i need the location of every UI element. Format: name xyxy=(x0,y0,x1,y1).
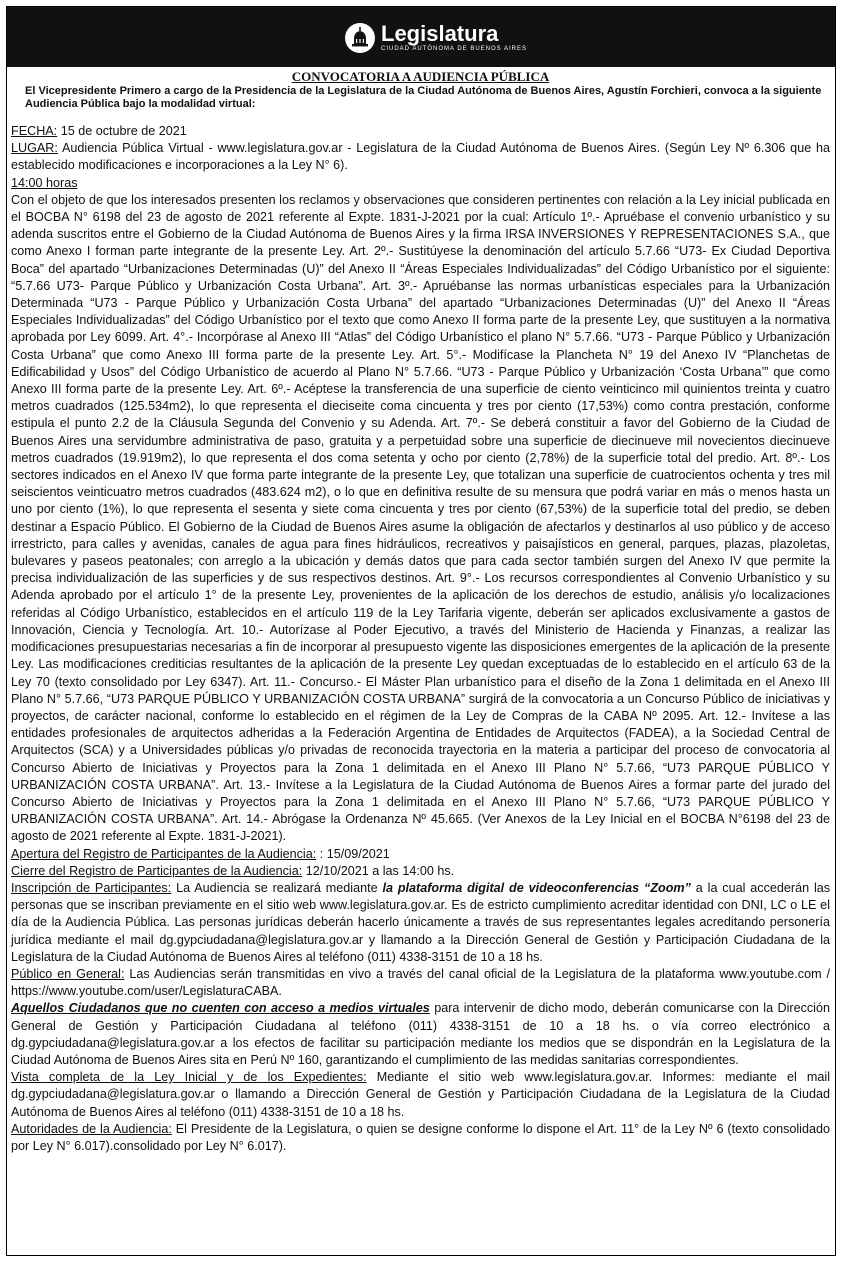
inscripcion-post: a la cual accederán las personas que se inscriban previamente en el sitio web www.legislatura.gov.ar. Es de estricto cumplimiento acreditar identidad con DNI, LC o LE el día de la Audiencia Pública. Las personas jurídicas deberán hacerlo únicamente a través de sus representantes legales acreditando personería jurídica mediante el mail dg.gypciudadana@legislatura.gov.ar y llamando a la Dirección General de Gestión y Participación Ciudadana de la Legislatura de la Ciudad Autónoma de Buenos Aires al teléfono (011) 4338-3151 de 10 a 18 hs. xyxy=(11,880,831,964)
fecha-value: 15 de octubre de 2021 xyxy=(60,124,187,138)
hora-value: 14:00 horas xyxy=(11,175,78,190)
publico-paragraph xyxy=(11,966,830,1000)
apertura-line xyxy=(11,846,830,863)
intro-text: El Vicepresidente Primero a cargo de la Presidencia de la Legislatura de la Ciudad Autónoma de Buenos Aires, Agustín Forchieri, convoca a la siguiente Audiencia Pública bajo la modalidad virtual: xyxy=(25,85,822,110)
vista-value: Mediante el sitio web www.legislatura.gov.ar. Informes: mediante el mail dg.gypciudadana@legislatura.gov.ar o llamando a Dirección General de Gestión y Participación Ciudadana de la Legislatura de la Ciudad Autónoma de Buenos Aires al teléfono (011) 4338-3151 de 10 a 18 hs. xyxy=(11,1070,831,1119)
publico-value: Las Audiencias serán transmitidas en vivo a través del canal oficial de la Legislatura de la plataforma www.youtube.com / https://www.youtube.com/user/LegislaturaCABA. xyxy=(11,966,830,999)
objeto-paragraph: Con el objeto de que los interesados presenten los reclamos y observaciones que consideren pertinentes con relación a la Ley inicial publicada en el BOCBA N° 6198 del 23 de agosto de 2021 referente al Expte. 1831-J-2021 por la cual: Artículo 1º.- Apruébase el convenio urbanístico y su adenda suscritos entre el Gobierno de la Ciudad Autónoma de Buenos Aires y la firma IRSA INVERSIONES Y REPRESENTACIONES S.A., que como Anexo I forman parte integrante de la presente Ley. Art. 2º.- Sustitúyese la denominación del artículo 5.7.66 “U73- Ex Ciudad Deportiva Boca” del apartado “Urbanizaciones Determinadas (U)” del Anexo II “Áreas Especiales Individualizadas” del Código Urbanístico por el siguiente: “5.7.66 U73- Parque Público y Urbanización Costa Urbana”. Art. 3º.- Apruébanse las normas urbanísticas especiales para la Urbanización Determinada “U73 - Parque Público y Urbanización Costa Urbana” del apartado “Urbanizaciones Determinadas (U)” del Anexo II “Áreas Especiales Individualizadas” del Código Urbanístico por el texto que como Anexo II forma parte de la presente Ley, que sustituyen a la normativa aprobada por Ley 6099. Art. 4°.- Incorpórase al Anexo III “Atlas” del Código Urbanístico el plano N° 5.7.66. “U73 - Parque Público y Urbanización Costa Urbana” que como Anexo III forma parte de la presente Ley. Art. 5°.- Modifícase la Plancheta N° 19 del Anexo IV “Planchetas de Edificabilidad y Usos” del Código Urbanístico de acuerdo al Plano N° 5.7.66. “U73 - Parque Público y Urbanización ‘Costa Urbana’” que como Anexo III forma parte de la presente Ley. Art. 6º.- Acéptese la transferencia de una superficie de ciento veinticinco mil quinientos treinta y cuatro metros cuadrados (125.534m2), lo que representa el dieciseite coma cincuenta y tres por ciento (17,53%) como contra prestación, conforme estipula el punto 2.2 de la Cláusula Segunda del Convenio y su Adenda. Art. 7º.- Se deberá constituir a favor del Gobierno de la Ciudad de Buenos Aires una servidumbre administrativa de paso, gratuita y a perpetuidad sobre una superficie de diecinueve mil novecientos diecinueve metros cuadrados (19.919m2), lo que representa el dos coma setenta y ocho por ciento (2,78%) de la superficie total del predio. Art. 8º.- Los sectores indicados en el Anexo IV que forma parte integrante de la presente Ley, que totalizan una superficie de cuatrocientos ochenta y tres mil seiscientos veinticuatro metros cuadrados (483.624 m2), o lo que en definitiva resulte de su mensura que podrá variar en más o menos hasta un uno por ciento (1%), lo que representa el sesenta y siete coma cincuenta y tres por ciento (67,53%) de la superficie total del predio, se deben destinar a Espacio Público. El Gobierno de la Ciudad de Buenos Aires asume la obligación de afectarlos y destinarlos al uso público y de acceso irrestricto, para calles y avenidas, canales de agua para fines hidráulicos, recreativos y paisajísticos en general, parques, plazas, plazoletas, bulevares y paseos peatonales; con arreglo a la ubicación y demás datos que para cada sector también surgen del Anexo IV que permite la precisa individualización de las superficies y de sus respectivos destinos. Art. 9°.- Los recursos correspondientes al Convenio Urbanístico y su Adenda aprobado por el artículo 1° de la presente Ley, provenientes de la aplicación de los derechos de estudio, análisis y/o localizaciones referidas al Código Urbanístico, establecidos en el artículo 119 de la Ley Tarifaria vigente, deberán ser aplicados exclusivamente a gastos de Innovación, Ciencia y Tecnología. Art. 10.- Autorízase al Poder Ejecutivo, a través del Ministerio de Hacienda y Finanzas, a realizar las modificaciones presupuestarias necesarias a fin de incorporar al presupuesto vigente las disposiciones emergentes de la aplicación de la presente Ley. Las modificaciones crediticias resultantes de la aplicación de la presente Ley quedan exceptuadas de lo establecido en el artículo 63 de la Ley 70 (texto consolidado por Ley 6347). Art. 11.- Concurso.- El Máster Plan urbanístico para el diseño de la Zona 1 delimitada en el Anexo III Plano N° 5.7.66, “U73 PARQUE PÚBLICO Y URBANIZACIÓN COSTA URBANA” surgirá de la convocatoria a un Concurso Público de iniciativas y proyectos, de carácter nacional, conforme lo establecido en el régimen de la Ley de Compras de la CABA Nº 2095. Art. 12.- Invítese a las entidades profesionales de arquitectos adheridas a la Federación Argentina de Entidades de Arquitectos (FADEA), a la Sociedad Central de Arquitectos (SCA) y a Universidades públicas y/o privadas de reconocida trayectoria en la materia a participar del proceso de convocatoria al Concurso Abierto de Iniciativas y Proyectos para la Zona 1 delimitada en el Anexo III Plano N° 5.7.66, “U73 PARQUE PÚBLICO Y URBANIZACIÓN COSTA URBANA”. Art. 13.- Invítese a la Legislatura de la Ciudad Autónoma de Buenos Aires a formar parte del jurado del Concurso Abierto de Iniciativas y Proyectos para la Zona 1 delimitada en el Anexo III Plano N° 5.7.66, “U73 PARQUE PÚBLICO Y URBANIZACIÓN COSTA URBANA”. Art. 14.- Abrógase la Ordenanza Nº 45.665. (Ver Anexos de la Ley Inicial en el BOCBA N°6198 del 23 de agosto de 2021 referente al Expte. 1831-J-2021). xyxy=(11,192,830,844)
notice-frame xyxy=(6,6,836,1256)
fecha-line xyxy=(11,123,830,140)
logo-subtitle: CIUDAD AUTÓNOMA DE BUENOS AIRES xyxy=(381,46,528,52)
autoridades-value: El Presidente de la Legislatura, o quien se designe conforme lo dispone el Art. 11° de la Ley Nº 6 (texto consolidado por Ley N° 6.017).consolidado por Ley N° 6.017). xyxy=(11,1121,830,1153)
cierre-label: Cierre del Registro de Participantes de la Audiencia: xyxy=(11,863,303,878)
lugar-line xyxy=(11,140,830,174)
notice-body xyxy=(11,123,830,1155)
logo-title: Legislatura xyxy=(381,21,499,46)
apertura-label: Apertura del Registro de Participantes de la Audiencia: xyxy=(11,846,317,861)
publico-label: Público en General: xyxy=(11,966,125,981)
sin-acceso-label: Aquellos Ciudadanos que no cuenten con acceso a medios virtuales xyxy=(11,1001,430,1016)
lugar-value: Audiencia Pública Virtual - www.legislatura.gov.ar - Legislatura de la Ciudad Autónoma de Buenos Aires. (Según Ley Nº 6.306 que ha establecido modificaciones e incorporaciones a la Ley N° 6). xyxy=(11,141,830,173)
notice-content xyxy=(11,69,830,1155)
notice-title: CONVOCATORIA A AUDIENCIA PÚBLICA xyxy=(291,69,550,84)
inscripcion-paragraph xyxy=(11,880,830,966)
fecha-label: FECHA: xyxy=(11,124,58,138)
inscripcion-label: Inscripción de Participantes: xyxy=(11,880,172,895)
inscripcion-pre: La Audiencia se realizará mediante xyxy=(176,880,378,895)
autoridades-paragraph xyxy=(11,1121,830,1155)
cierre-line xyxy=(11,863,830,880)
lugar-label: LUGAR: xyxy=(11,141,58,156)
legislatura-dome-icon xyxy=(345,23,375,53)
vista-label: Vista completa de la Ley Inicial y de los Expedientes: xyxy=(11,1070,367,1085)
apertura-value: : 15/09/2021 xyxy=(319,846,390,861)
sin-acceso-value: para intervenir de dicho modo, deberán comunicarse con la Dirección General de Gestión y Participación Ciudadana al teléfono (011) 4338-3151 de 10 a 18 hs. o vía correo electrónico a dg.gypciudadana@legislatura.gov.ar a los efectos de facilitar su participación mediante los medios que se dispondrán en la Legislatura de la Ciudad Autónoma de Buenos Aires sita en Perú Nº 160, garantizando el cumplimiento de las medidas sanitarias correspondientes. xyxy=(11,1001,830,1067)
hora-line xyxy=(11,175,830,192)
inscripcion-emphasis: la plataforma digital de videoconferencias “Zoom” xyxy=(382,880,691,895)
autoridades-label: Autoridades de la Audiencia: xyxy=(11,1121,172,1136)
sin-acceso-paragraph xyxy=(11,1000,830,1069)
cierre-value: 12/10/2021 a las 14:00 hs. xyxy=(305,863,455,878)
vista-paragraph xyxy=(11,1069,830,1121)
header-banner xyxy=(7,7,835,67)
legislatura-logo xyxy=(345,21,527,55)
